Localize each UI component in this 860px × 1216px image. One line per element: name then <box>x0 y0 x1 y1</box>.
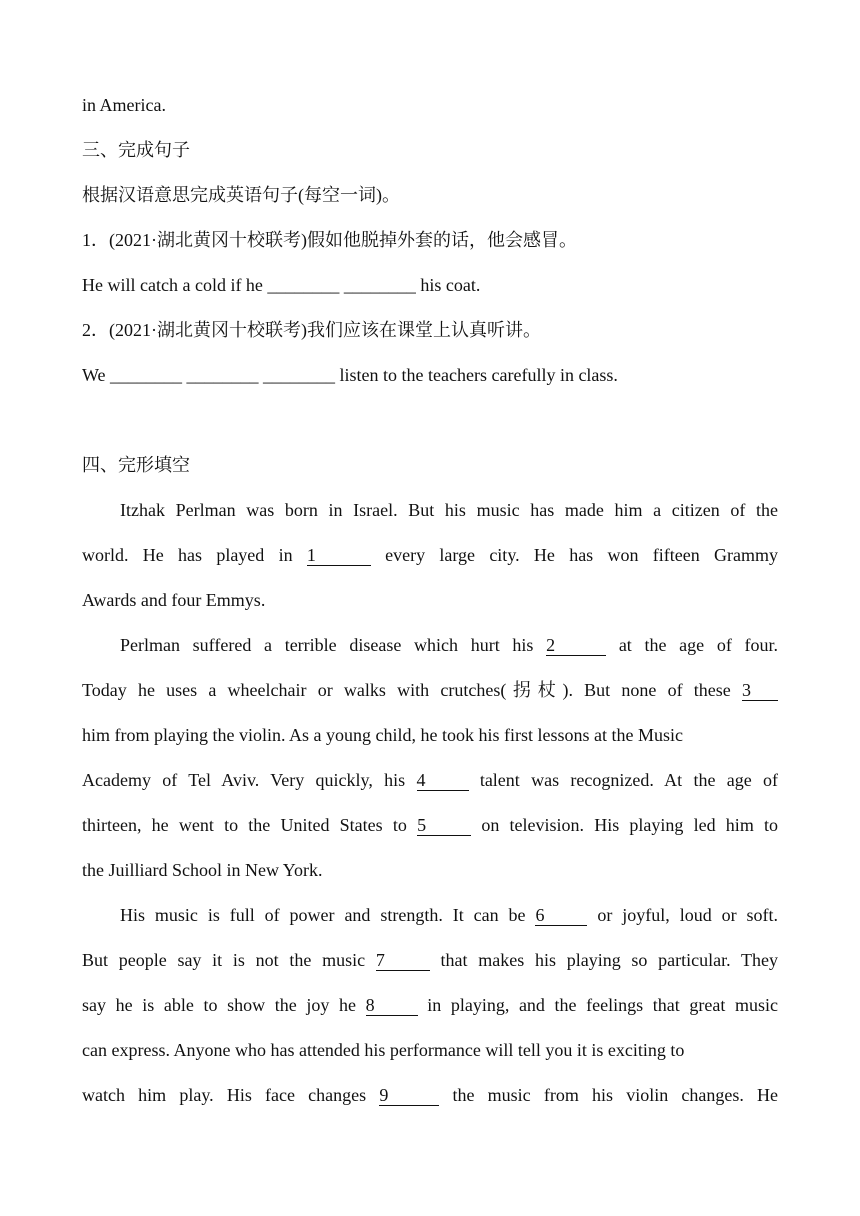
blank-2: 2 <box>546 635 606 656</box>
blank-9: 9 <box>379 1085 439 1106</box>
question-2-prompt: 2．(2021·湖北黄冈十校联考)我们应该在课堂上认真听讲。 <box>82 320 541 340</box>
passage-line <box>120 633 778 657</box>
blank-3: 3 <box>742 680 778 701</box>
passage-text: in playing, and the feelings that great music <box>427 995 778 1015</box>
question-1-prompt: 1．(2021·湖北黄冈十校联考)假如他脱掉外套的话，他会感冒。 <box>82 230 577 250</box>
section-heading-3: 三、完成句子 <box>82 140 190 160</box>
passage-text: thirteen, he went to the United States to <box>82 815 407 835</box>
passage-text: the music from his violin changes. He <box>452 1085 779 1105</box>
passage-text: Academy of Tel Aviv. Very quickly, his <box>82 770 406 790</box>
passage-line <box>82 948 778 972</box>
instruction-line: 根据汉语意思完成英语句子(每空一词)。 <box>82 185 400 205</box>
passage-text: that makes his playing so particular. They <box>440 950 779 970</box>
passage-line <box>82 993 778 1017</box>
passage-line: him from playing the violin. As a young child, he took his first lessons at the Music <box>82 725 683 745</box>
question-1-sentence: He will catch a cold if he ________ ________ his coat. <box>82 275 481 295</box>
passage-text: Today he uses a wheelchair or walks with crutches(拐杖). But none of these <box>82 680 731 700</box>
passage-text: Perlman suffered a terrible disease which hurt his <box>120 635 534 655</box>
passage-line: the Juilliard School in New York. <box>82 860 323 880</box>
passage-text: His music is full of power and strength. It can be <box>120 905 526 925</box>
passage-text: world. He has played in <box>82 545 293 565</box>
passage-text: at the age of four. <box>618 635 779 655</box>
passage-text: on television. His playing led him to <box>481 815 779 835</box>
blank-6: 6 <box>535 905 587 926</box>
passage-line: Itzhak Perlman was born in Israel. But his music has made him a citizen of the <box>120 500 778 520</box>
passage-text: watch him play. His face changes <box>82 1085 367 1105</box>
section-heading-4: 四、完形填空 <box>82 455 190 475</box>
passage-text: every large city. He has won fifteen Grammy <box>385 545 778 565</box>
blank-7: 7 <box>376 950 430 971</box>
blank-1: 1 <box>307 545 371 566</box>
passage-line <box>120 903 778 927</box>
blank-5: 5 <box>417 815 471 836</box>
text-line: in America. <box>82 95 166 115</box>
passage-text: or joyful, loud or soft. <box>597 905 779 925</box>
passage-line: Awards and four Emmys. <box>82 590 266 610</box>
question-2-sentence: We ________ ________ ________ listen to the teachers carefully in class. <box>82 365 618 385</box>
passage-line <box>82 678 778 702</box>
passage-text: say he is able to show the joy he <box>82 995 356 1015</box>
passage-text: talent was recognized. At the age of <box>479 770 779 790</box>
passage-text: But people say it is not the music <box>82 950 366 970</box>
blank-8: 8 <box>366 995 418 1016</box>
passage-line: can express. Anyone who has attended his performance will tell you it is exciting to <box>82 1040 685 1060</box>
passage-line <box>82 543 778 567</box>
passage-line <box>82 768 778 792</box>
passage-line <box>82 813 778 837</box>
passage-line <box>82 1083 778 1107</box>
blank-4: 4 <box>417 770 469 791</box>
